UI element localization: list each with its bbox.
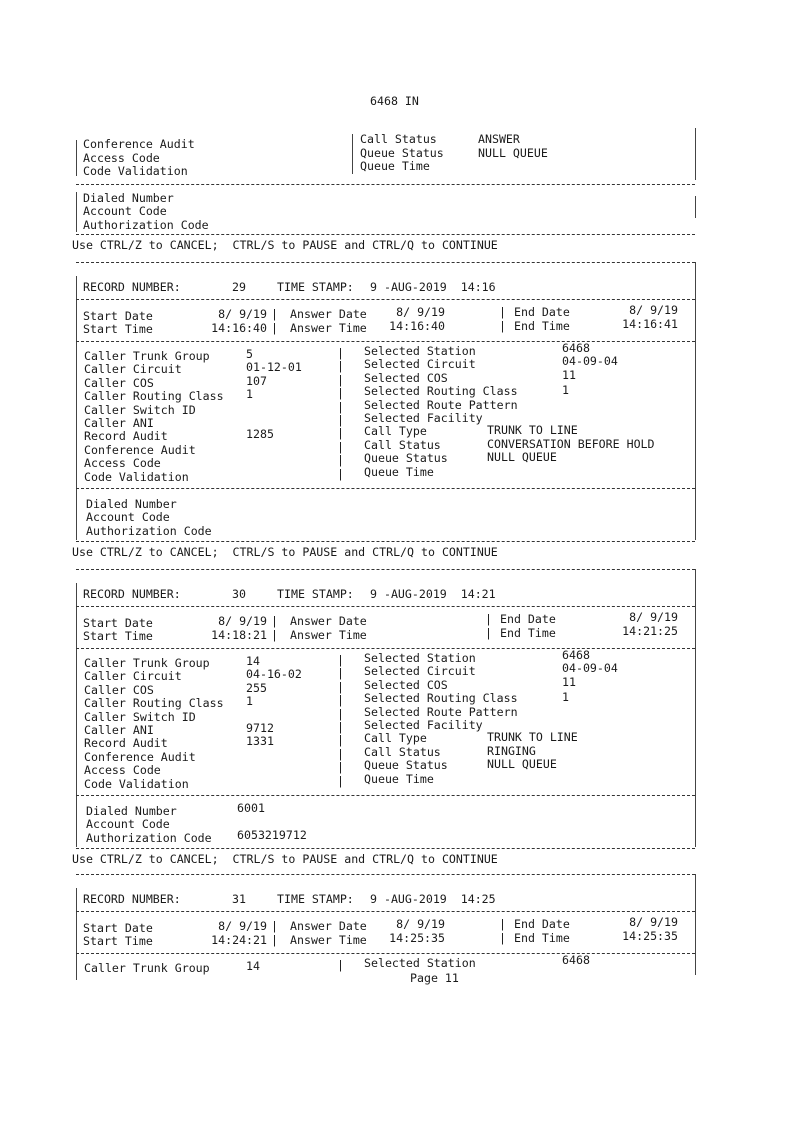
field-label: Selected Routing Class [364, 691, 518, 706]
separator: | [271, 919, 278, 933]
field-value: 1 [246, 694, 253, 709]
field-label: Authorization Code [86, 830, 212, 845]
field-label: Access Code [84, 456, 161, 471]
timestamp-label: TIME STAMP: [277, 280, 354, 294]
dashed-divider [76, 262, 695, 263]
field-label: Call Type [364, 424, 427, 439]
separator: | [485, 626, 492, 640]
field-label: Start Date [83, 616, 153, 630]
separator: | [337, 706, 344, 721]
separator: | [337, 346, 344, 360]
field-label: Caller Trunk Group [84, 961, 210, 975]
timestamp: 9 -AUG-2019 14:21 [370, 587, 496, 601]
record-number-label: RECORD NUMBER: [83, 892, 181, 906]
separator: | [337, 958, 344, 972]
separator: | [271, 321, 278, 335]
field-label: Caller Trunk Group [84, 656, 210, 670]
start-time: 14:24:21 [211, 933, 267, 947]
field-label: Selected Station [364, 956, 476, 970]
border-line [76, 140, 77, 176]
field-value: 1 [562, 383, 569, 398]
field-value: 1 [562, 690, 569, 705]
field-label: Account Code [86, 510, 170, 525]
start-date: 8/ 9/19 [218, 614, 267, 628]
dashed-divider [76, 874, 695, 875]
separator: | [499, 917, 506, 931]
record-number: 29 [232, 280, 246, 294]
field-value: 6053219712 [237, 827, 307, 842]
dashed-divider [76, 569, 695, 570]
timestamp-label: TIME STAMP: [277, 587, 354, 601]
timestamp-label: TIME STAMP: [277, 892, 354, 906]
field-value: 6001 [237, 801, 265, 815]
separator: | [271, 933, 278, 947]
record-number-label: RECORD NUMBER: [83, 280, 181, 294]
field-label: Queue Status [364, 758, 448, 773]
field-label: Caller ANI [84, 723, 154, 737]
end-time: 14:16:41 [622, 317, 678, 331]
field-value: NULL QUEUE [487, 757, 557, 772]
field-label: Call Status [360, 132, 437, 146]
field-label: Start Time [83, 934, 153, 948]
field-label: Answer Time [290, 933, 367, 947]
separator: | [485, 612, 492, 626]
field-label: Selected Route Pattern [364, 704, 518, 719]
field-label: Answer Date [290, 919, 367, 933]
field-label: Record Audit [84, 736, 168, 751]
field-label: Selected Station [364, 344, 476, 358]
dashed-divider [76, 606, 695, 607]
field-label: Queue Time [364, 771, 434, 786]
border-line [695, 874, 696, 975]
field-label: Answer Date [290, 614, 367, 628]
start-date: 8/ 9/19 [218, 919, 267, 933]
field-label: Caller Switch ID [84, 709, 196, 724]
dashed-divider [76, 541, 695, 542]
separator: | [337, 733, 344, 748]
border-line [76, 192, 77, 232]
field-label: Queue Time [360, 159, 430, 173]
field-label: Selected COS [364, 370, 448, 385]
field-label: Caller Trunk Group [84, 349, 210, 363]
separator: | [271, 614, 278, 628]
border-line [695, 196, 696, 218]
field-label: Queue Time [364, 464, 434, 479]
field-value: 14 [246, 654, 260, 668]
field-value: 6468 [562, 341, 590, 355]
field-value: 04-16-02 [246, 667, 302, 682]
field-label: Authorization Code [86, 523, 212, 538]
field-label: Selected Route Pattern [364, 397, 518, 412]
field-label: Dialed Number [86, 497, 177, 511]
field-label: Selected Circuit [364, 664, 476, 679]
field-label: Caller COS [84, 375, 154, 390]
field-label: Call Type [364, 731, 427, 746]
field-label: Selected Facility [364, 718, 483, 732]
separator: | [337, 359, 344, 374]
dashed-divider [76, 848, 695, 849]
field-label: Code Validation [84, 776, 189, 791]
field-label: Start Date [83, 309, 153, 323]
field-label: Conference Audit [84, 442, 196, 457]
separator: | [337, 679, 344, 694]
dashed-divider [76, 911, 695, 912]
field-value: TRUNK TO LINE [487, 730, 578, 745]
field-label: Caller ANI [84, 416, 154, 430]
separator: | [337, 666, 344, 681]
field-label: Code Validation [84, 469, 189, 484]
start-date: 8/ 9/19 [218, 307, 267, 321]
separator: | [499, 931, 506, 945]
separator: | [499, 319, 506, 333]
field-label: Code Validation [83, 164, 188, 178]
answer-time: 14:16:40 [389, 319, 445, 333]
field-label: Queue Status [364, 451, 448, 466]
end-time: 14:21:25 [622, 624, 678, 638]
field-label: Account Code [83, 204, 167, 219]
field-value: 9712 [246, 721, 274, 735]
dashed-divider [76, 341, 695, 342]
page-number: Page 11 [410, 971, 459, 985]
separator: | [337, 439, 344, 454]
separator: | [337, 773, 344, 788]
field-value: 6468 [562, 953, 590, 967]
control-instructions: Use CTRL/Z to CANCEL; CTRL/S to PAUSE and CTRL/Q to CONTINUE [72, 852, 498, 866]
field-label: Caller COS [84, 682, 154, 697]
field-value: 01-12-01 [246, 360, 302, 375]
border-line [695, 262, 696, 540]
field-value: 1285 [246, 427, 274, 442]
control-instructions: Use CTRL/Z to CANCEL; CTRL/S to PAUSE and CTRL/Q to CONTINUE [72, 545, 498, 559]
answer-date: 8/ 9/19 [396, 917, 445, 931]
field-label: Selected Routing Class [364, 384, 518, 399]
dashed-divider [76, 795, 695, 796]
dashed-divider [76, 184, 695, 185]
field-label: End Date [500, 612, 556, 626]
field-value: 04-09-04 [562, 354, 618, 369]
field-label: Start Time [83, 629, 153, 643]
field-label: Queue Status [360, 145, 444, 160]
field-value: 255 [246, 680, 267, 695]
field-label: End Date [514, 305, 570, 319]
field-label: End Time [514, 931, 570, 945]
dashed-divider [76, 299, 695, 300]
field-label: Caller Routing Class [84, 389, 224, 404]
border-line [352, 134, 353, 174]
record-number: 31 [232, 892, 246, 906]
field-label: Selected Circuit [364, 357, 476, 372]
record-number-label: RECORD NUMBER: [83, 587, 181, 601]
separator: | [271, 307, 278, 321]
field-label: Answer Time [290, 321, 367, 335]
end-time: 14:25:35 [622, 929, 678, 943]
field-label: Caller Circuit [84, 362, 182, 377]
dashed-divider [76, 648, 695, 649]
separator: | [499, 305, 506, 319]
separator: | [337, 746, 344, 761]
field-label: Start Time [83, 322, 153, 336]
field-value: 5 [246, 347, 253, 361]
start-time: 14:18:21 [211, 628, 267, 642]
field-label: Answer Time [290, 628, 367, 642]
field-value: 6468 [562, 648, 590, 662]
field-label: Selected COS [364, 677, 448, 692]
control-instructions: Use CTRL/Z to CANCEL; CTRL/S to PAUSE and CTRL/Q to CONTINUE [72, 238, 498, 252]
field-value: CONVERSATION BEFORE HOLD [487, 436, 655, 451]
field-label: Authorization Code [83, 217, 209, 232]
separator: | [337, 760, 344, 775]
field-value: 11 [562, 367, 576, 382]
border-line [695, 569, 696, 847]
dashed-divider [76, 234, 695, 235]
field-value: 04-09-04 [562, 661, 618, 676]
field-label: Caller Circuit [84, 669, 182, 684]
separator: | [337, 426, 344, 441]
separator: | [337, 413, 344, 427]
border-line [695, 128, 696, 180]
end-date: 8/ 9/19 [629, 610, 678, 624]
separator: | [337, 653, 344, 667]
timestamp: 9 -AUG-2019 14:16 [370, 280, 496, 294]
field-label: Caller Routing Class [84, 696, 224, 711]
field-value: RINGING [487, 743, 536, 758]
field-value: TRUNK TO LINE [487, 423, 578, 438]
field-value: 1 [246, 387, 253, 402]
start-time: 14:16:40 [211, 321, 267, 335]
answer-time: 14:25:35 [389, 931, 445, 945]
field-label: Account Code [86, 817, 170, 832]
field-label: Dialed Number [86, 804, 177, 818]
field-value: 14 [246, 959, 260, 973]
field-label: End Time [500, 626, 556, 640]
separator: | [271, 628, 278, 642]
field-label: Call Status [364, 744, 441, 759]
dashed-divider [76, 488, 695, 489]
end-date: 8/ 9/19 [629, 915, 678, 929]
separator: | [337, 693, 344, 708]
separator: | [337, 372, 344, 387]
field-label: Start Date [83, 921, 153, 935]
answer-date: 8/ 9/19 [396, 305, 445, 319]
field-value: NULL QUEUE [487, 450, 557, 465]
end-date: 8/ 9/19 [629, 303, 678, 317]
separator: | [337, 720, 344, 734]
field-label: Conference Audit [84, 749, 196, 764]
separator: | [337, 399, 344, 414]
separator: | [337, 386, 344, 401]
field-label: Access Code [84, 763, 161, 778]
record-number: 30 [232, 587, 246, 601]
field-label: Call Status [364, 437, 441, 452]
field-label: Selected Facility [364, 411, 483, 425]
separator: | [337, 453, 344, 468]
field-label: Conference Audit [83, 137, 195, 151]
separator: | [337, 466, 344, 481]
border-line [76, 888, 77, 980]
field-label: Caller Switch ID [84, 402, 196, 417]
field-value: 107 [246, 373, 267, 388]
field-value: 11 [562, 674, 576, 689]
field-label: Answer Date [290, 307, 367, 321]
border-line [76, 276, 77, 540]
field-value: NULL QUEUE [478, 145, 548, 160]
station-header: 6468 IN [370, 94, 419, 108]
field-label: End Date [514, 917, 570, 931]
field-label: Record Audit [84, 429, 168, 444]
border-line [76, 583, 77, 847]
field-value: ANSWER [478, 132, 520, 146]
field-label: End Time [514, 319, 570, 333]
field-label: Access Code [83, 150, 160, 165]
timestamp: 9 -AUG-2019 14:25 [370, 892, 496, 906]
field-label: Selected Station [364, 651, 476, 665]
dashed-divider [76, 953, 695, 954]
field-value: 1331 [246, 734, 274, 749]
field-label: Dialed Number [83, 191, 174, 205]
